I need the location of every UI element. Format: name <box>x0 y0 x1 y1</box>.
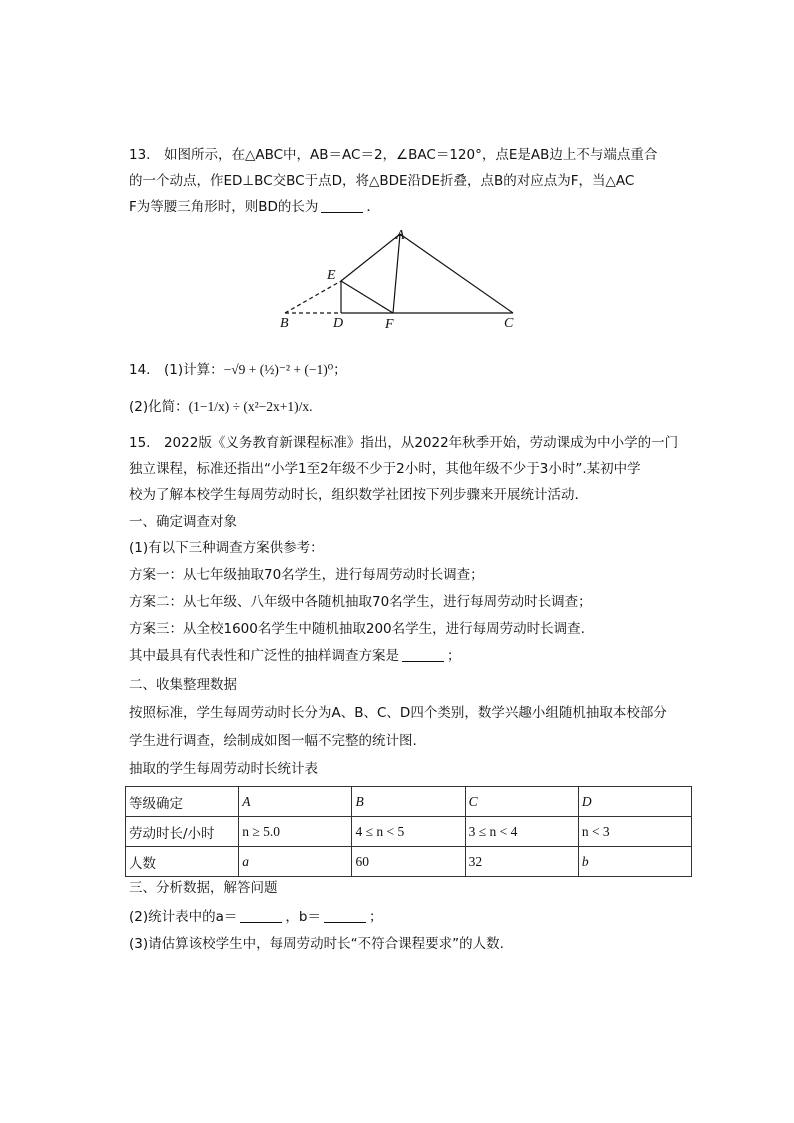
table-cell: 等级确定 <box>126 787 239 817</box>
table-row <box>126 847 692 877</box>
table-row <box>126 817 692 847</box>
label-E: E <box>327 268 336 283</box>
q15-q2-blank-a <box>240 908 282 923</box>
table-cell: n < 3 <box>578 817 691 847</box>
q15-plan1: 方案一：从七年级抽取70名学生，进行每周劳动时长调查； <box>129 567 484 583</box>
q15-q2-a: (2)统计表中的a＝ <box>129 909 238 925</box>
table-cell: B <box>352 787 465 817</box>
q15-plan3: 方案三：从全校1600名学生中随机抽取200名学生，进行每周劳动时长调查. <box>129 621 585 637</box>
table-cell: A <box>239 787 352 817</box>
q15-q2-blank-b <box>324 908 366 923</box>
segment-AF <box>393 234 400 313</box>
q14-part1-prefix: 14. (1)计算： <box>129 362 224 378</box>
q14-part2 <box>129 397 313 417</box>
segment-EF <box>341 281 393 313</box>
table-row <box>126 787 692 817</box>
q15-para2-line1: 按照标准，学生每周劳动时长分为A、B、C、D四个类别，数学兴趣小组随机抽取本校部分 <box>129 705 667 721</box>
table-cell: a <box>239 847 352 877</box>
section-heading-3: 三、分析数据，解答问题 <box>129 880 278 896</box>
q15-q2-b: ，b＝ <box>285 909 321 925</box>
table-title: 抽取的学生每周劳动时长统计表 <box>129 761 318 777</box>
section-heading-1: 一、确定调查对象 <box>129 514 237 530</box>
label-A: A <box>396 228 405 243</box>
q13-line1: 13. 如图所示，在△ABC中，AB＝AC＝2，∠BAC＝120°，点E是AB边上不与端点重合 <box>129 147 658 163</box>
table-cell: 4 ≤ n < 5 <box>352 817 465 847</box>
q15-para2-line2: 学生进行调查，绘制成如图一幅不完整的统计图. <box>129 733 417 749</box>
segment-EA <box>341 234 400 281</box>
table-cell: n ≥ 5.0 <box>239 817 352 847</box>
q14-part1-expr: −√9 + (½)⁻² + (−1)⁰； <box>223 362 347 377</box>
label-D: D <box>333 316 344 331</box>
table-cell: 劳动时长/小时 <box>126 817 239 847</box>
q15-q1-blank <box>402 647 444 662</box>
q15-para1-line1: 15. 2022版《义务教育新课程标准》指出，从2022年秋季开始，劳动课成为中小学的一门 <box>129 435 679 451</box>
table-cell: b <box>578 847 691 877</box>
q14-part1 <box>129 360 347 380</box>
q14-part2-prefix: (2)化简： <box>129 399 189 415</box>
table-cell: 32 <box>465 847 578 877</box>
q14-part2-expr: (1−1/x) ÷ (x²−2x+1)/x. <box>188 399 313 414</box>
q15-plan2: 方案二：从七年级、八年级中各随机抽取70名学生，进行每周劳动时长调查； <box>129 594 592 610</box>
q15-q1-ask <box>129 646 461 666</box>
q15-q2 <box>129 907 382 927</box>
q15-q1-intro: (1)有以下三种调查方案供参考： <box>129 540 324 556</box>
triangle-figure <box>275 225 525 335</box>
q15-para1-line3: 校为了解本校学生每周劳动时长，组织数学社团按下列步骤来开展统计活动. <box>129 487 579 503</box>
q15-q1-end: ； <box>447 648 461 664</box>
q13-line2: 的一个动点，作ED⊥BC交BC于点D，将△BDE沿DE折叠，点B的对应点为F，当△AC <box>129 173 635 189</box>
label-C: C <box>504 316 514 331</box>
q13-line3-text: F为等腰三角形时，则BD的长为 <box>129 199 319 215</box>
table-cell: 3 ≤ n < 4 <box>465 817 578 847</box>
table-cell: D <box>578 787 691 817</box>
table-cell: 人数 <box>126 847 239 877</box>
q13-answer-blank <box>321 198 363 213</box>
q13-line3-end: ． <box>366 199 380 215</box>
q15-q2-end: ； <box>368 909 383 925</box>
label-F: F <box>385 317 394 332</box>
segment-BE-dashed <box>285 281 341 313</box>
q13-line3 <box>129 197 380 217</box>
label-B: B <box>280 316 289 331</box>
statistics-table <box>125 786 692 877</box>
table-cell: C <box>465 787 578 817</box>
q15-para1-line2: 独立课程，标准还指出“小学1至2年级不少于2小时，其他年级不少于3小时”.某初中学 <box>129 461 641 477</box>
table-cell: 60 <box>352 847 465 877</box>
q15-q1-ask-text: 其中最具有代表性和广泛性的抽样调查方案是 <box>129 648 399 664</box>
q15-q3: (3)请估算该校学生中，每周劳动时长“不符合课程要求”的人数. <box>129 936 504 952</box>
section-heading-2: 二、收集整理数据 <box>129 677 237 693</box>
segment-AC <box>400 234 513 313</box>
